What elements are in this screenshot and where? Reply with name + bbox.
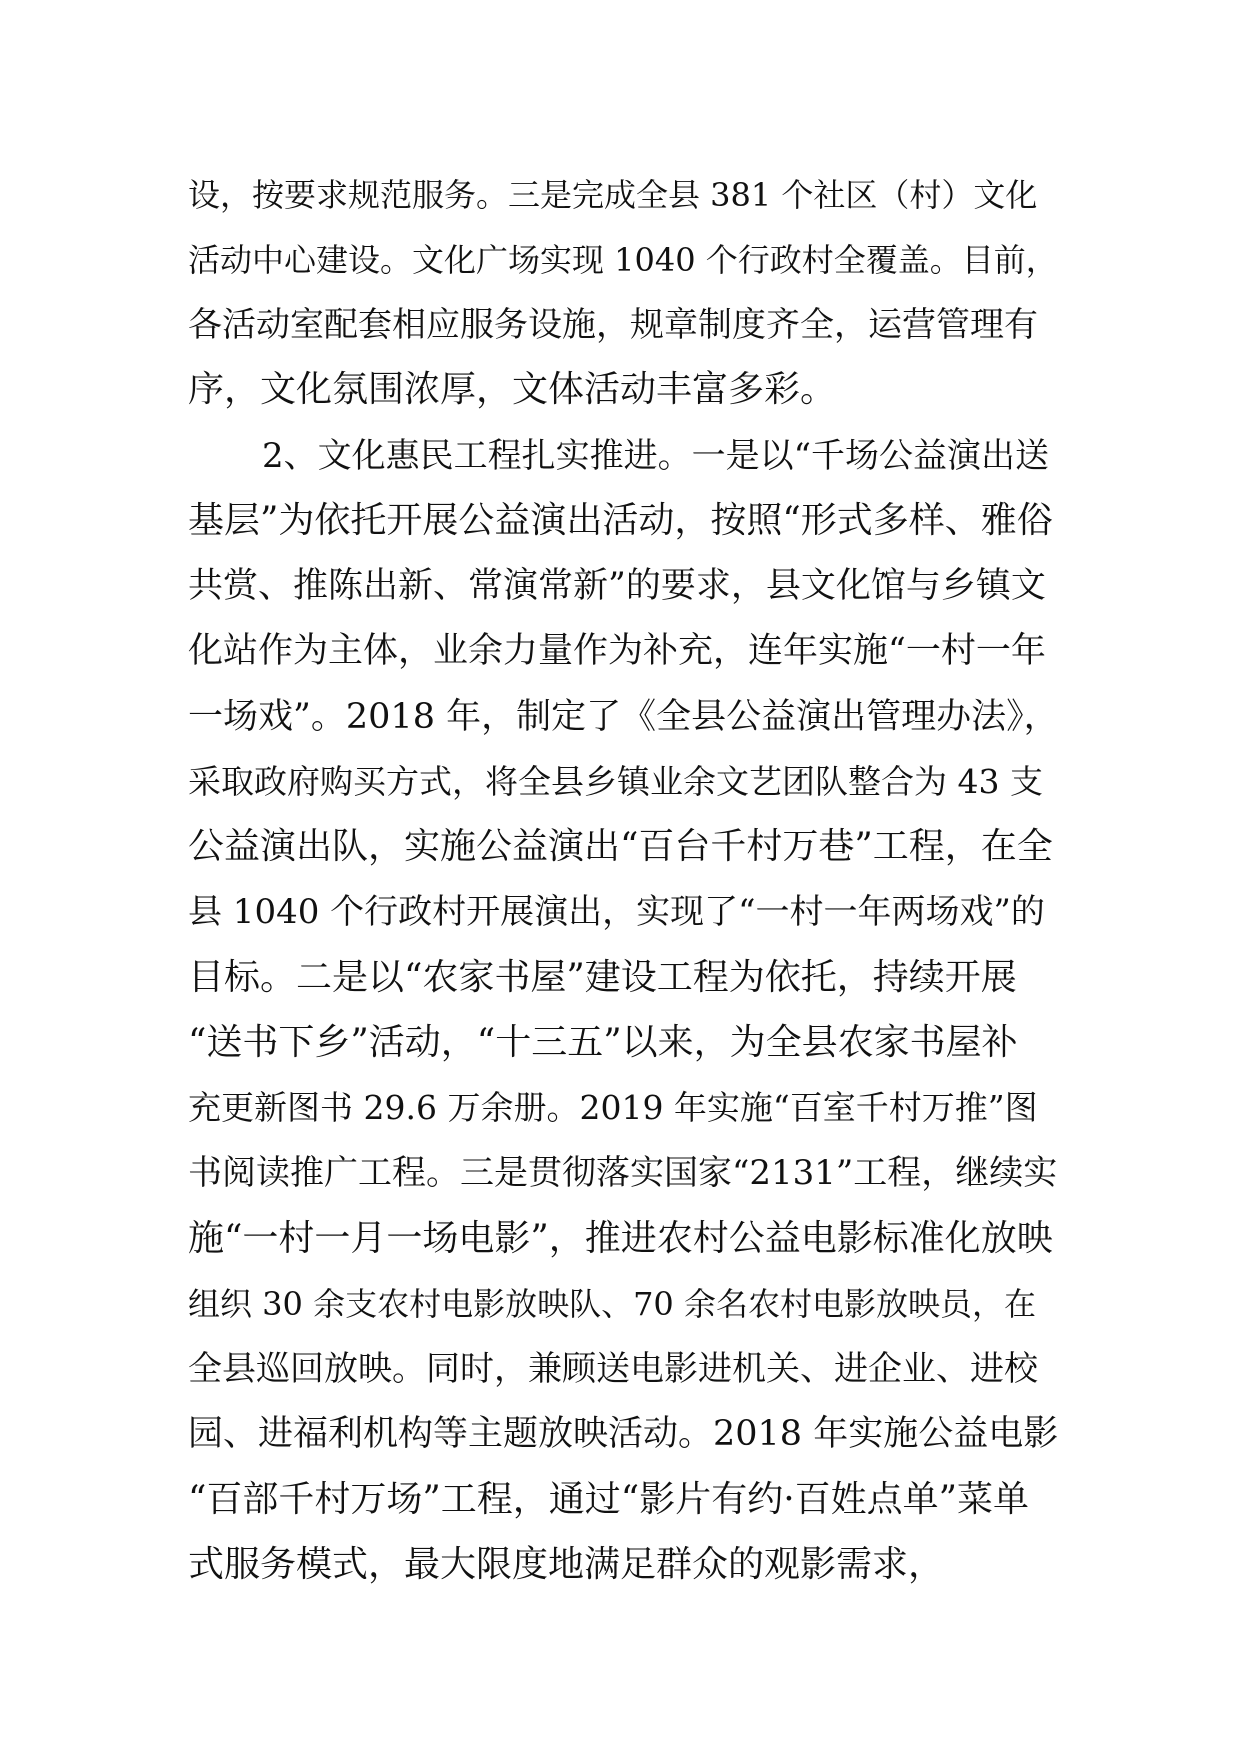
text-line-12: 县 1040 个行政村开展演出，实现了“一村一年两场戏”的: [188, 892, 1045, 932]
text-line-11: 公益演出队，实施公益演出“百台千村万巷”工程，在全: [188, 826, 1053, 867]
text-line-9: 一场戏”。2018 年，制定了《全县公益演出管理办法》，: [188, 697, 1059, 737]
text-line-1: 设，按要求规范服务。三是完成全县 381 个社区（村）文化: [188, 176, 1038, 214]
text-line-3: 各活动室配套相应服务设施，规章制度齐全，运营管理有: [188, 305, 1038, 345]
text-line-17: 施“一村一月一场电影”，推进农村公益电影标准化放映: [188, 1218, 1053, 1259]
text-line-22: 式服务模式，最大限度地满足群众的观影需求，: [188, 1544, 945, 1585]
text-line-6: 基层”为依托开展公益演出活动，按照“形式多样、雅俗: [188, 500, 1053, 541]
text-line-5: 2、文化惠民工程扎实推进。一是以“千场公益演出送: [262, 436, 1050, 476]
text-line-20: 园、进福利机构等主题放映活动。2018 年实施公益电影: [188, 1414, 1059, 1454]
text-line-18: 组织 30 余支农村电影放映队、70 余名农村电影放映员，在: [188, 1285, 1036, 1323]
text-line-7: 共赏、推陈出新、常演常新”的要求，县文化馆与乡镇文: [188, 566, 1046, 606]
text-line-8: 化站作为主体，业余力量作为补充，连年实施“一村一年: [188, 631, 1046, 671]
text-line-4: 序，文化氛围浓厚，文体活动丰富多彩。: [188, 369, 837, 410]
text-line-13: 目标。二是以“农家书屋”建设工程为依托，持续开展: [188, 957, 1017, 998]
text-line-16: 书阅读推广工程。三是贯彻落实国家“2131”工程，继续实: [188, 1153, 1058, 1193]
text-line-2: 活动中心建设。文化广场实现 1040 个行政村全覆盖。目前，: [188, 241, 1058, 279]
text-line-21: “百部千村万场”工程，通过“影片有约·百姓点单”菜单: [188, 1479, 1030, 1520]
text-line-15: 充更新图书 29.6 万余册。2019 年实施“百室千村万推”图: [188, 1088, 1038, 1127]
text-line-19: 全县巡回放映。同时，兼顾送电影进机关、进企业、进校: [188, 1349, 1038, 1389]
text-line-14: “送书下乡”活动，“十三五”以来，为全县农家书屋补: [188, 1022, 1018, 1063]
text-line-10: 采取政府购买方式，将全县乡镇业余文艺团队整合为 43 支: [188, 762, 1043, 801]
